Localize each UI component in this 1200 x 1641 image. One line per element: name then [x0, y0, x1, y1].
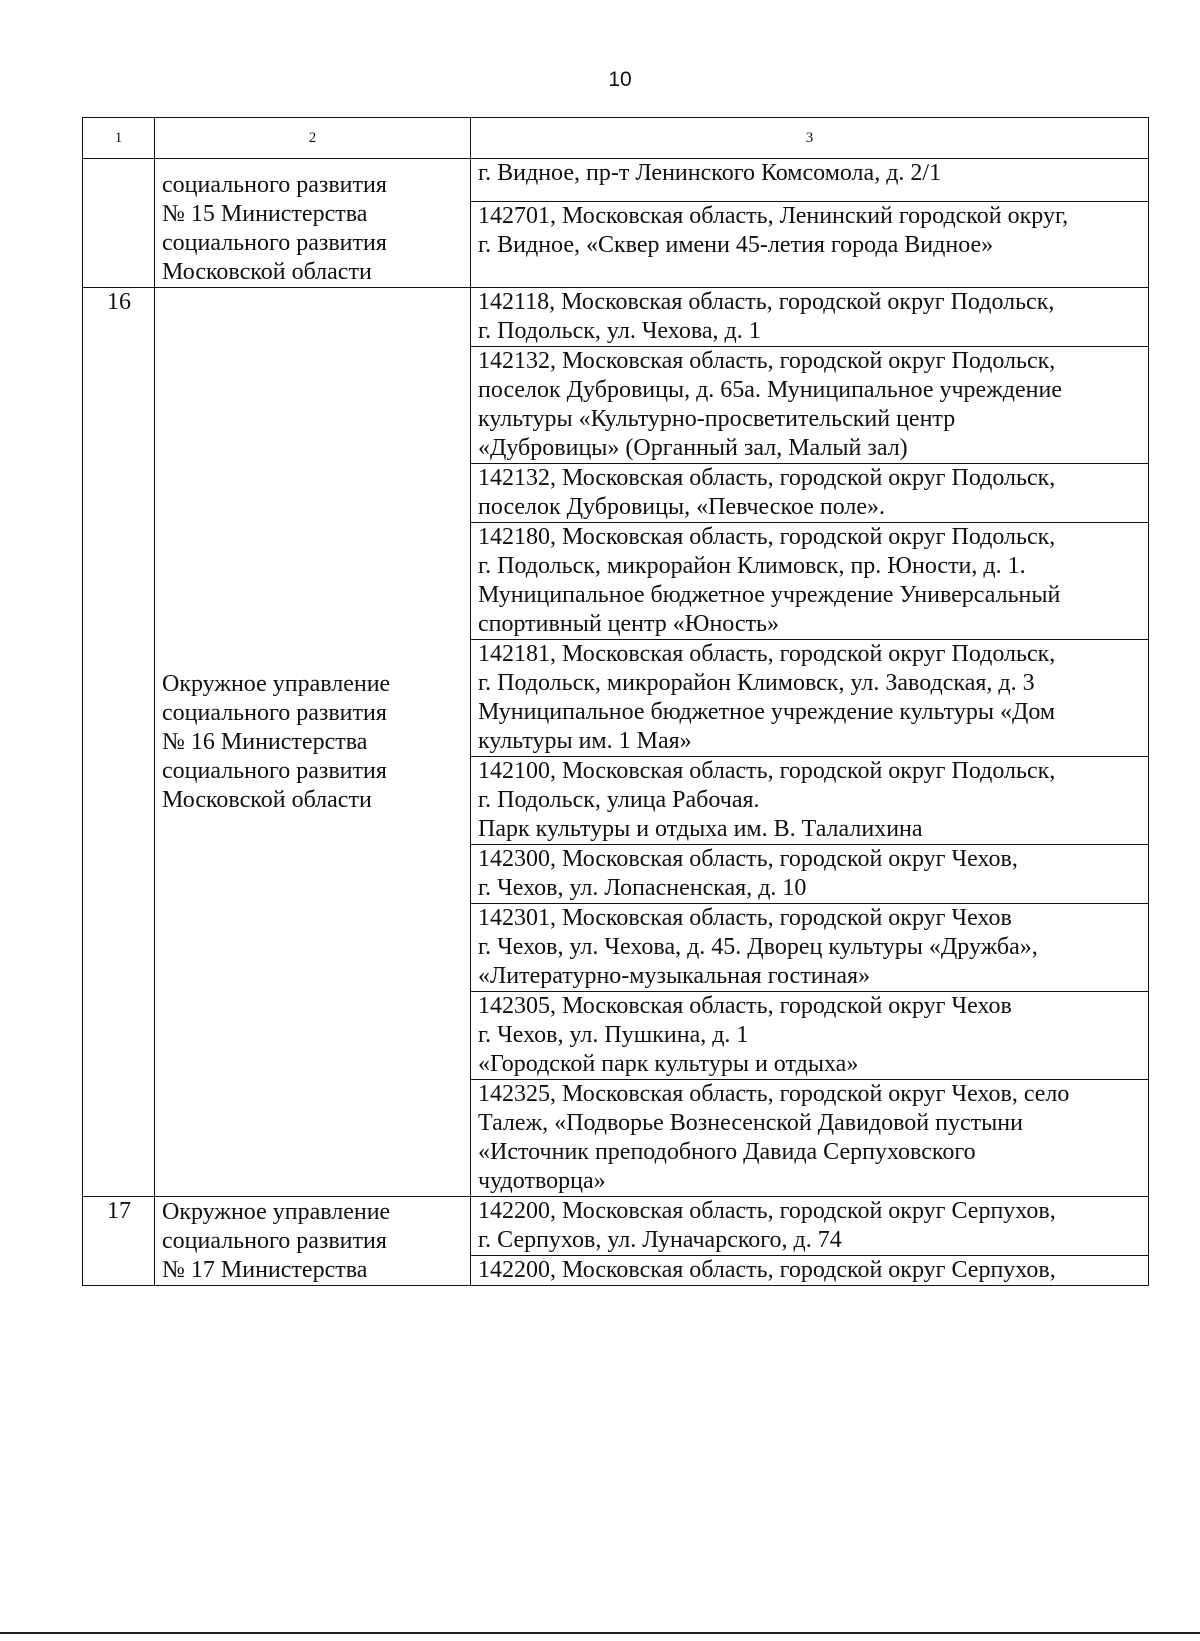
address-line: г. Подольск, микрорайон Климовск, пр. Юности, д. 1. — [478, 553, 1026, 579]
address-line: 142118, Московская область, городской округ Подольск, — [478, 289, 1055, 315]
page-number: 10 — [608, 68, 632, 91]
organization-line: № 16 Министерства — [162, 728, 368, 755]
scan-edge-divider — [0, 1632, 1200, 1634]
address-line: г. Подольск, микрорайон Климовск, ул. Заводская, д. 3 — [478, 670, 1035, 696]
address-line: 142305, Московская область, городской округ Чехов — [478, 993, 1012, 1019]
table-row — [83, 288, 1149, 347]
address-line: Талеж, «Подворье Вознесенской Давидовой пустыни — [478, 1110, 1023, 1136]
row-number — [83, 159, 155, 288]
address-line: г. Чехов, ул. Чехова, д. 45. Дворец культуры «Дружба», — [478, 934, 1038, 960]
venue-address — [471, 845, 1149, 904]
organization-line: социального развития — [162, 230, 387, 256]
address-line: Парк культуры и отдыха им. В. Талалихина — [478, 816, 923, 842]
address-line: поселок Дубровицы, д. 65а. Муниципальное учреждение — [478, 377, 1062, 403]
address-line: г. Чехов, ул. Пушкина, д. 1 — [478, 1022, 749, 1048]
organization-line: № 15 Министерства — [162, 201, 368, 227]
venue-address — [471, 523, 1149, 640]
address-line: спортивный центр «Юность» — [478, 611, 779, 637]
address-line: 142132, Московская область, городской округ Подольск, — [478, 465, 1056, 491]
address-line: культуры «Культурно-просветительский центр — [478, 406, 956, 432]
table-header-row — [83, 118, 1149, 159]
address-line: 142701, Московская область, Ленинский городской округ, — [478, 203, 1069, 230]
venues-table — [82, 117, 1149, 1286]
address-line: г. Чехов, ул. Лопасненская, д. 10 — [478, 875, 807, 901]
address-line: 142200, Московская область, городской округ Серпухов, — [478, 1257, 1056, 1283]
organization-line: Окружное управление — [162, 670, 391, 697]
address-line: Муниципальное бюджетное учреждение культуры «Дом — [478, 699, 1056, 725]
organization-line: Московской области — [162, 259, 372, 285]
organization-line: Московской области — [162, 786, 372, 813]
table-body — [83, 159, 1149, 1286]
address-line: г. Подольск, улица Рабочая. — [478, 787, 760, 813]
venue-address — [471, 1256, 1149, 1286]
address-line: культуры им. 1 Мая» — [478, 728, 692, 754]
organization-line: социального развития — [162, 172, 387, 198]
venue-address — [471, 1080, 1149, 1197]
address-line: г. Видное, пр-т Ленинского Комсомола, д. 2/1 — [478, 160, 942, 186]
address-line: чудотворца» — [478, 1168, 606, 1194]
address-line: 142200, Московская область, городской округ Серпухов, — [478, 1198, 1056, 1224]
venue-address — [471, 347, 1149, 464]
organization-name — [155, 159, 471, 288]
organization-line: № 17 Министерства — [162, 1256, 368, 1283]
row-number: 17 — [83, 1197, 155, 1286]
venue-address — [471, 464, 1149, 523]
address-line: 142301, Московская область, городской округ Чехов — [478, 905, 1012, 931]
address-line: «Литературно-музыкальная гостиная» — [478, 963, 871, 989]
organization-line: социального развития — [162, 1227, 387, 1254]
address-line: поселок Дубровицы, «Певческое поле». — [478, 494, 886, 520]
venue-address — [471, 757, 1149, 845]
table-row — [83, 1197, 1149, 1256]
address-line: 142325, Московская область, городской округ Чехов, село — [478, 1081, 1070, 1107]
venue-address — [471, 202, 1149, 288]
row-number: 16 — [83, 288, 155, 1197]
venue-address — [471, 904, 1149, 992]
venue-address — [471, 1197, 1149, 1256]
column-header: 3 — [471, 118, 1149, 159]
table-row — [83, 159, 1149, 202]
organization-line: социального развития — [162, 757, 387, 784]
organization-name — [155, 288, 471, 1197]
address-line: «Источник преподобного Давида Серпуховского — [478, 1139, 976, 1165]
address-line: г. Серпухов, ул. Луначарского, д. 74 — [478, 1227, 842, 1253]
organization-name — [155, 1197, 471, 1286]
address-line: «Городской парк культуры и отдыха» — [478, 1051, 859, 1077]
address-line: «Дубровицы» (Органный зал, Малый зал) — [478, 435, 908, 461]
organization-line: социального развития — [162, 699, 387, 726]
address-line: 142300, Московская область, городской округ Чехов, — [478, 846, 1018, 872]
column-header: 1 — [83, 118, 155, 159]
address-line: г. Подольск, ул. Чехова, д. 1 — [478, 318, 761, 344]
address-line: Муниципальное бюджетное учреждение Универсальный — [478, 582, 1061, 608]
venue-address — [471, 992, 1149, 1080]
address-line: 142100, Московская область, городской округ Подольск, — [478, 758, 1056, 784]
address-line: г. Видное, «Сквер имени 45-летия города Видное» — [478, 232, 994, 259]
address-line: 142132, Московская область, городской округ Подольск, — [478, 348, 1056, 374]
venue-address — [471, 640, 1149, 757]
address-line: 142180, Московская область, городской округ Подольск, — [478, 524, 1056, 550]
venue-address — [471, 288, 1149, 347]
venue-address — [471, 159, 1149, 202]
organization-line: Окружное управление — [162, 1198, 391, 1225]
column-header: 2 — [155, 118, 471, 159]
address-line: 142181, Московская область, городской округ Подольск, — [478, 641, 1056, 667]
